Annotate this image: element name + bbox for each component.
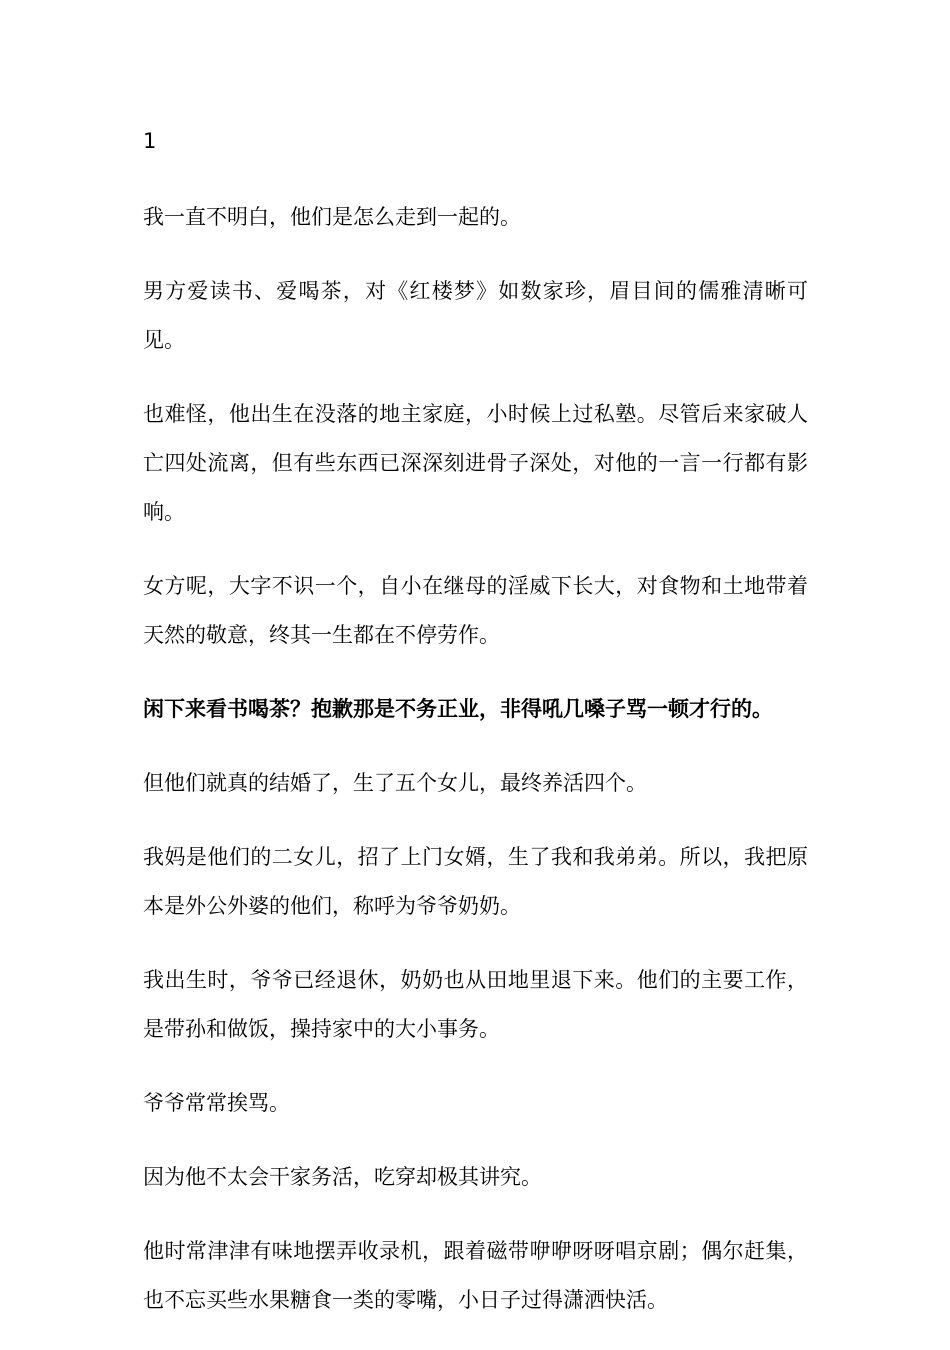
paragraph: 男方爱读书、爱喝茶，对《红楼梦》如数家珍，眉目间的儒雅清晰可见。	[143, 279, 808, 352]
paragraph: 我出生时，爷爷已经退休，奶奶也从田地里退下来。他们的主要工作，是带孙和做饭，操持家中的大小事务。	[143, 968, 808, 1041]
paragraph: 也难怪，他出生在没落的地主家庭，小时候上过私塾。尽管后来家破人亡四处流离，但有些东西已深深刻进骨子深处，对他的一言一行都有影响。	[143, 402, 808, 524]
page-number: 1	[143, 129, 157, 153]
article-body	[143, 193, 808, 1350]
paragraph: 因为他不太会干家务活，吃穿却极其讲究。	[143, 1165, 542, 1189]
paragraph: 我妈是他们的二女儿，招了上门女婿，生了我和我弟弟。所以，我把原本是外公外婆的他们，称呼为爷爷奶奶。	[143, 845, 808, 918]
bold-paragraph: 闲下来看书喝茶？抱歉那是不务正业，非得吼几嗓子骂一顿才行的。	[143, 697, 773, 721]
paragraph: 但他们就真的结婚了，生了五个女儿，最终养活四个。	[143, 771, 647, 795]
paragraph: 女方呢，大字不识一个，自小在继母的淫威下长大，对食物和土地带着天然的敬意，终其一生都在不停劳作。	[143, 574, 808, 647]
paragraph: 我一直不明白，他们是怎么走到一起的。	[143, 205, 521, 229]
paragraph: 他时常津津有味地摆弄收录机，跟着磁带咿咿呀呀唱京剧；偶尔赶集，也不忘买些水果糖食一类的零嘴，小日子过得潇洒快活。	[143, 1239, 808, 1312]
paragraph: 爷爷常常挨骂。	[143, 1091, 290, 1115]
